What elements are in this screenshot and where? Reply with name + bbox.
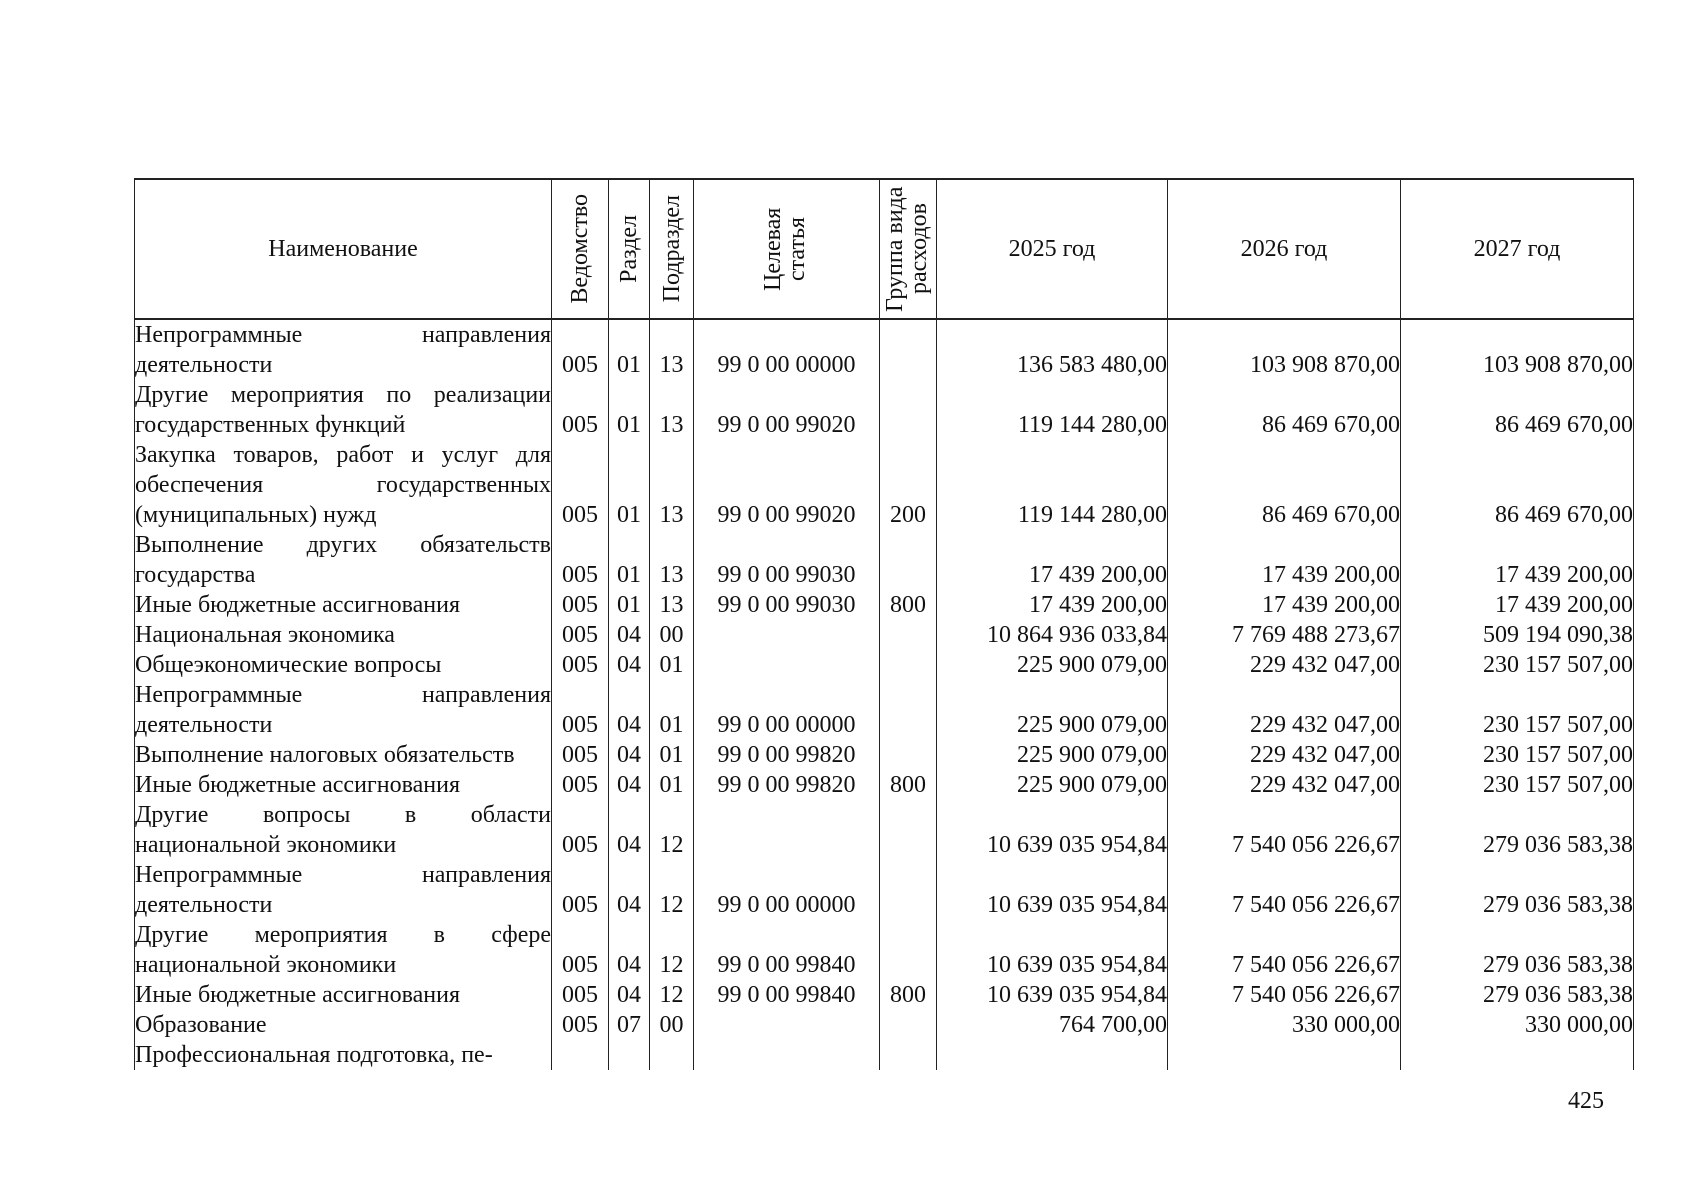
table-row bbox=[135, 319, 1634, 380]
row-group bbox=[880, 380, 937, 440]
row-name: Выполнение налоговых обязательств bbox=[135, 740, 552, 770]
row-target bbox=[694, 800, 880, 860]
header-subsection bbox=[650, 179, 694, 319]
row-name: Закупка товаров, работ и услуг для обеспечения государственных (муниципальных) нужд bbox=[135, 442, 551, 528]
header-name: Наименование bbox=[135, 179, 552, 319]
row-2027: 230 157 507,00 bbox=[1401, 650, 1634, 680]
row-group bbox=[880, 860, 937, 920]
row-2026: 7 540 056 226,67 bbox=[1168, 860, 1401, 920]
row-group: 800 bbox=[880, 770, 937, 800]
row-2027: 279 036 583,38 bbox=[1401, 920, 1634, 980]
row-2027: 330 000,00 bbox=[1401, 1010, 1634, 1040]
table-row bbox=[135, 1040, 1634, 1070]
row-target: 99 0 00 99020 bbox=[694, 440, 880, 530]
row-subsection: 13 bbox=[650, 530, 694, 590]
row-2026: 229 432 047,00 bbox=[1168, 740, 1401, 770]
row-name: Другие мероприятия в сфере национальной экономики bbox=[135, 922, 551, 978]
row-section: 04 bbox=[609, 770, 650, 800]
row-2025: 764 700,00 bbox=[937, 1010, 1168, 1040]
row-target: 99 0 00 99840 bbox=[694, 980, 880, 1010]
row-group bbox=[880, 530, 937, 590]
row-section: 04 bbox=[609, 680, 650, 740]
row-2027: 103 908 870,00 bbox=[1401, 319, 1634, 380]
row-target: 99 0 00 99030 bbox=[694, 530, 880, 590]
row-group bbox=[880, 740, 937, 770]
row-2025 bbox=[937, 1040, 1168, 1070]
row-section: 01 bbox=[609, 440, 650, 530]
table-row bbox=[135, 590, 1634, 620]
row-group bbox=[880, 1040, 937, 1070]
row-subsection: 13 bbox=[650, 380, 694, 440]
row-2025: 225 900 079,00 bbox=[937, 740, 1168, 770]
row-name: Образование bbox=[135, 1010, 552, 1040]
row-group bbox=[880, 319, 937, 380]
row-target: 99 0 00 99840 bbox=[694, 920, 880, 980]
row-subsection: 01 bbox=[650, 740, 694, 770]
table-row bbox=[135, 800, 1634, 860]
row-2025: 10 639 035 954,84 bbox=[937, 800, 1168, 860]
row-2027: 279 036 583,38 bbox=[1401, 860, 1634, 920]
row-name: Непрограммные направления деятельности bbox=[135, 682, 551, 738]
row-name: Иные бюджетные ассигнования bbox=[135, 980, 552, 1010]
row-2025: 225 900 079,00 bbox=[937, 680, 1168, 740]
table-row bbox=[135, 860, 1634, 920]
row-2026: 17 439 200,00 bbox=[1168, 530, 1401, 590]
row-dept: 005 bbox=[552, 800, 609, 860]
row-name: Общеэкономические вопросы bbox=[135, 650, 552, 680]
row-2026: 86 469 670,00 bbox=[1168, 380, 1401, 440]
row-2025: 17 439 200,00 bbox=[937, 590, 1168, 620]
row-2027: 86 469 670,00 bbox=[1401, 440, 1634, 530]
header-target bbox=[694, 179, 880, 319]
table-row bbox=[135, 620, 1634, 650]
row-section: 04 bbox=[609, 620, 650, 650]
row-2026: 7 769 488 273,67 bbox=[1168, 620, 1401, 650]
row-2027: 230 157 507,00 bbox=[1401, 770, 1634, 800]
row-dept: 005 bbox=[552, 590, 609, 620]
header-section bbox=[609, 179, 650, 319]
row-target: 99 0 00 00000 bbox=[694, 319, 880, 380]
header-2026: 2026 год bbox=[1168, 179, 1401, 319]
row-subsection: 12 bbox=[650, 980, 694, 1010]
row-2027: 509 194 090,38 bbox=[1401, 620, 1634, 650]
header-group bbox=[880, 179, 937, 319]
row-target bbox=[694, 1010, 880, 1040]
row-subsection: 01 bbox=[650, 680, 694, 740]
row-subsection: 12 bbox=[650, 920, 694, 980]
row-subsection: 00 bbox=[650, 1010, 694, 1040]
row-dept: 005 bbox=[552, 1010, 609, 1040]
row-target: 99 0 00 99820 bbox=[694, 740, 880, 770]
row-subsection: 12 bbox=[650, 800, 694, 860]
row-2027 bbox=[1401, 1040, 1634, 1070]
table-row bbox=[135, 530, 1634, 590]
row-section: 01 bbox=[609, 530, 650, 590]
row-group bbox=[880, 680, 937, 740]
row-section: 01 bbox=[609, 590, 650, 620]
table-row bbox=[135, 650, 1634, 680]
row-name: Другие вопросы в области национальной экономики bbox=[135, 802, 551, 858]
row-subsection: 01 bbox=[650, 650, 694, 680]
row-subsection: 01 bbox=[650, 770, 694, 800]
row-section: 07 bbox=[609, 1010, 650, 1040]
row-dept: 005 bbox=[552, 680, 609, 740]
header-row bbox=[135, 179, 1634, 319]
row-2025: 136 583 480,00 bbox=[937, 319, 1168, 380]
row-group bbox=[880, 650, 937, 680]
table-row bbox=[135, 920, 1634, 980]
table-row bbox=[135, 980, 1634, 1010]
row-dept: 005 bbox=[552, 440, 609, 530]
row-2025: 10 864 936 033,84 bbox=[937, 620, 1168, 650]
row-dept: 005 bbox=[552, 920, 609, 980]
row-name: Национальная экономика bbox=[135, 620, 552, 650]
row-name: Иные бюджетные ассигнования bbox=[135, 590, 552, 620]
row-group: 800 bbox=[880, 590, 937, 620]
row-2025: 17 439 200,00 bbox=[937, 530, 1168, 590]
row-2025: 10 639 035 954,84 bbox=[937, 980, 1168, 1010]
row-dept: 005 bbox=[552, 620, 609, 650]
row-2026: 229 432 047,00 bbox=[1168, 680, 1401, 740]
row-target: 99 0 00 99030 bbox=[694, 590, 880, 620]
row-dept: 005 bbox=[552, 860, 609, 920]
row-dept: 005 bbox=[552, 380, 609, 440]
row-section: 04 bbox=[609, 800, 650, 860]
row-group bbox=[880, 620, 937, 650]
row-2027: 17 439 200,00 bbox=[1401, 590, 1634, 620]
header-group-label: Группа вида расходов bbox=[882, 186, 932, 312]
row-section: 04 bbox=[609, 650, 650, 680]
row-name: Выполнение других обязательств государства bbox=[135, 532, 551, 588]
table-row bbox=[135, 680, 1634, 740]
row-2027: 17 439 200,00 bbox=[1401, 530, 1634, 590]
row-target: 99 0 00 00000 bbox=[694, 860, 880, 920]
row-dept bbox=[552, 1040, 609, 1070]
row-2025: 119 144 280,00 bbox=[937, 440, 1168, 530]
table-row bbox=[135, 740, 1634, 770]
header-dept-label: Ведомство bbox=[567, 194, 593, 304]
page-number: 425 bbox=[1568, 1088, 1604, 1114]
row-target bbox=[694, 620, 880, 650]
row-section: 01 bbox=[609, 380, 650, 440]
row-target: 99 0 00 99020 bbox=[694, 380, 880, 440]
row-2025: 119 144 280,00 bbox=[937, 380, 1168, 440]
row-2026: 7 540 056 226,67 bbox=[1168, 800, 1401, 860]
table-row bbox=[135, 440, 1634, 530]
row-2026: 330 000,00 bbox=[1168, 1010, 1401, 1040]
header-2025: 2025 год bbox=[937, 179, 1168, 319]
row-section: 04 bbox=[609, 860, 650, 920]
row-dept: 005 bbox=[552, 650, 609, 680]
row-2026 bbox=[1168, 1040, 1401, 1070]
row-2027: 230 157 507,00 bbox=[1401, 740, 1634, 770]
row-2026: 17 439 200,00 bbox=[1168, 590, 1401, 620]
row-2025: 225 900 079,00 bbox=[937, 650, 1168, 680]
row-subsection: 13 bbox=[650, 590, 694, 620]
table-row bbox=[135, 770, 1634, 800]
row-dept: 005 bbox=[552, 770, 609, 800]
row-2027: 86 469 670,00 bbox=[1401, 380, 1634, 440]
table-row bbox=[135, 1010, 1634, 1040]
row-name: Профессиональная подготовка, пе- bbox=[135, 1040, 552, 1070]
row-2026: 7 540 056 226,67 bbox=[1168, 920, 1401, 980]
row-section: 01 bbox=[609, 319, 650, 380]
row-subsection: 13 bbox=[650, 440, 694, 530]
row-name: Непрограммные направления деятельности bbox=[135, 862, 551, 918]
row-2026: 86 469 670,00 bbox=[1168, 440, 1401, 530]
header-target-label: Целевая статья bbox=[759, 207, 810, 291]
row-2026: 7 540 056 226,67 bbox=[1168, 980, 1401, 1010]
header-dept bbox=[552, 179, 609, 319]
row-dept: 005 bbox=[552, 740, 609, 770]
header-2027: 2027 год bbox=[1401, 179, 1634, 319]
row-target: 99 0 00 00000 bbox=[694, 680, 880, 740]
header-subsection-label: Подраздел bbox=[658, 195, 685, 303]
row-target: 99 0 00 99820 bbox=[694, 770, 880, 800]
row-subsection: 12 bbox=[650, 860, 694, 920]
row-2027: 230 157 507,00 bbox=[1401, 680, 1634, 740]
header-section-label: Раздел bbox=[616, 215, 642, 283]
row-2027: 279 036 583,38 bbox=[1401, 980, 1634, 1010]
row-section: 04 bbox=[609, 740, 650, 770]
row-section bbox=[609, 1040, 650, 1070]
row-section: 04 bbox=[609, 980, 650, 1010]
row-2026: 103 908 870,00 bbox=[1168, 319, 1401, 380]
row-name: Непрограммные направления деятельности bbox=[135, 319, 552, 380]
row-2025: 10 639 035 954,84 bbox=[937, 860, 1168, 920]
row-2025: 225 900 079,00 bbox=[937, 770, 1168, 800]
row-dept: 005 bbox=[552, 530, 609, 590]
row-target bbox=[694, 1040, 880, 1070]
row-2025: 10 639 035 954,84 bbox=[937, 920, 1168, 980]
row-section: 04 bbox=[609, 920, 650, 980]
table-row bbox=[135, 380, 1634, 440]
row-2027: 279 036 583,38 bbox=[1401, 800, 1634, 860]
row-name: Иные бюджетные ассигнования bbox=[135, 770, 552, 800]
row-group bbox=[880, 1010, 937, 1040]
row-2026: 229 432 047,00 bbox=[1168, 770, 1401, 800]
row-subsection: 13 bbox=[650, 319, 694, 380]
row-group bbox=[880, 800, 937, 860]
row-group: 200 bbox=[880, 440, 937, 530]
table-body bbox=[135, 319, 1634, 1070]
budget-table bbox=[134, 178, 1634, 1070]
row-subsection bbox=[650, 1040, 694, 1070]
row-dept: 005 bbox=[552, 980, 609, 1010]
row-2026: 229 432 047,00 bbox=[1168, 650, 1401, 680]
row-target bbox=[694, 650, 880, 680]
row-group: 800 bbox=[880, 980, 937, 1010]
row-subsection: 00 bbox=[650, 620, 694, 650]
row-group bbox=[880, 920, 937, 980]
row-dept: 005 bbox=[552, 319, 609, 380]
row-name: Другие мероприятия по реализации государственных функций bbox=[135, 382, 551, 438]
